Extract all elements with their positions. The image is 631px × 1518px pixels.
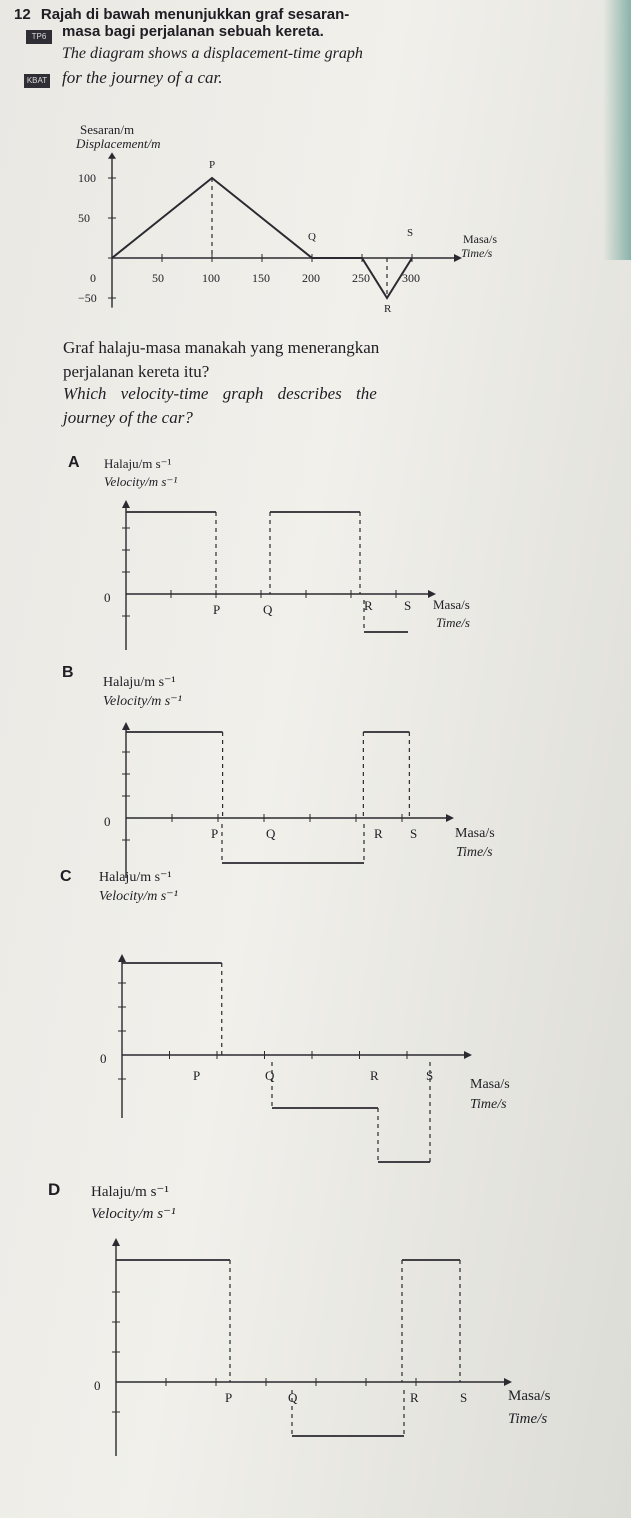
option-d-x-label-malay: Masa/s	[508, 1388, 551, 1404]
main-y-label-malay: Sesaran/m	[80, 122, 135, 137]
main-x-tick-label: 150	[252, 271, 270, 285]
option-origin: 0	[104, 814, 111, 829]
prompt-malay-line2: perjalanan kereta itu?	[63, 362, 210, 381]
option-b-letter: B	[62, 664, 74, 681]
main-point-s: S	[407, 227, 414, 239]
question-header-malay: Rajah di bawah menunjukkan graf sesaran-	[40, 6, 350, 23]
main-x-tick-label: 250	[352, 271, 370, 285]
option-y-axis-arrow	[112, 1238, 120, 1246]
option-origin: 0	[100, 1051, 107, 1066]
main-x-tick-label: 200	[302, 271, 320, 285]
option-c-y-label-malay: Halaju/m s⁻¹	[99, 870, 172, 885]
option-a-y-label-english: Velocity/m s⁻¹	[104, 474, 178, 489]
option-mark-q: Q	[266, 826, 276, 841]
option-mark-r: R	[364, 598, 373, 613]
option-c-x-label-english: Time/s	[470, 1097, 507, 1112]
main-x-label-english: Time/s	[461, 246, 493, 260]
main-x-tick-label: 300	[402, 271, 420, 285]
option-d-y-label-english: Velocity/m s⁻¹	[91, 1206, 176, 1222]
option-a-x-label-malay: Masa/s	[433, 597, 470, 612]
prompt-english-line2: journey of the car?	[63, 408, 193, 427]
main-point-p: P	[209, 159, 216, 171]
option-mark-s: S	[426, 1068, 434, 1083]
option-c-letter: C	[60, 868, 72, 885]
question-line4-english: for the journey of a car.	[62, 68, 223, 87]
option-mark-q: Q	[263, 602, 273, 617]
option-mark-s: S	[460, 1390, 468, 1405]
main-point-q: Q	[308, 231, 316, 243]
option-mark-p: P	[193, 1068, 201, 1083]
question-number-value: 12	[14, 6, 31, 23]
prompt-english-line1: Which velocity-time graph describes the	[63, 384, 377, 403]
option-a-letter: A	[68, 454, 80, 471]
option-c-x-label-malay: Masa/s	[470, 1077, 510, 1092]
main-y-tick-label: 0	[90, 271, 96, 285]
option-d-x-label-english: Time/s	[508, 1411, 548, 1427]
option-mark-r: R	[410, 1390, 419, 1405]
option-d-y-label-malay: Halaju/m s⁻¹	[91, 1184, 169, 1200]
option-origin: 0	[104, 590, 111, 605]
option-b-y-label-malay: Halaju/m s⁻¹	[103, 675, 176, 690]
option-a-x-label-english: Time/s	[436, 615, 470, 630]
option-mark-p: P	[225, 1390, 233, 1405]
option-mark-r: R	[370, 1068, 379, 1083]
option-mark-s: S	[404, 598, 412, 613]
main-y-tick-label: 100	[78, 171, 96, 185]
option-b-x-label-malay: Masa/s	[455, 826, 495, 841]
option-mark-p: P	[211, 826, 219, 841]
kbat-badge: KBAT	[24, 74, 50, 88]
prompt-malay-line1: Graf halaju-masa manakah yang menerangkan	[63, 338, 380, 357]
option-mark-p: P	[213, 602, 221, 617]
main-y-label-english: Displacement/m	[76, 136, 161, 151]
option-c-y-label-english: Velocity/m s⁻¹	[99, 889, 178, 904]
main-x-tick-label: 100	[202, 271, 220, 285]
option-a-y-label-malay: Halaju/m s⁻¹	[104, 456, 172, 471]
main-y-tick-label: −50	[78, 291, 97, 305]
option-b-x-label-english: Time/s	[456, 845, 493, 860]
option-x-axis-arrow	[504, 1378, 512, 1386]
option-mark-q: Q	[265, 1068, 275, 1083]
main-point-r: R	[384, 303, 392, 315]
main-x-tick-label: 50	[152, 271, 164, 285]
question-line3-english: The diagram shows a displacement-time graph	[62, 45, 363, 62]
option-mark-r: R	[374, 826, 383, 841]
option-b-y-label-english: Velocity/m s⁻¹	[103, 694, 182, 709]
option-origin: 0	[94, 1378, 101, 1393]
tp-badge: TP6	[26, 30, 52, 44]
main-x-label-malay: Masa/s	[463, 232, 497, 246]
question-line2-malay: masa bagi perjalanan sebuah kereta.	[62, 23, 324, 40]
main-y-tick-label: 50	[78, 211, 90, 225]
option-mark-s: S	[410, 826, 418, 841]
option-mark-q: Q	[288, 1390, 298, 1405]
option-d-letter: D	[48, 1180, 61, 1199]
